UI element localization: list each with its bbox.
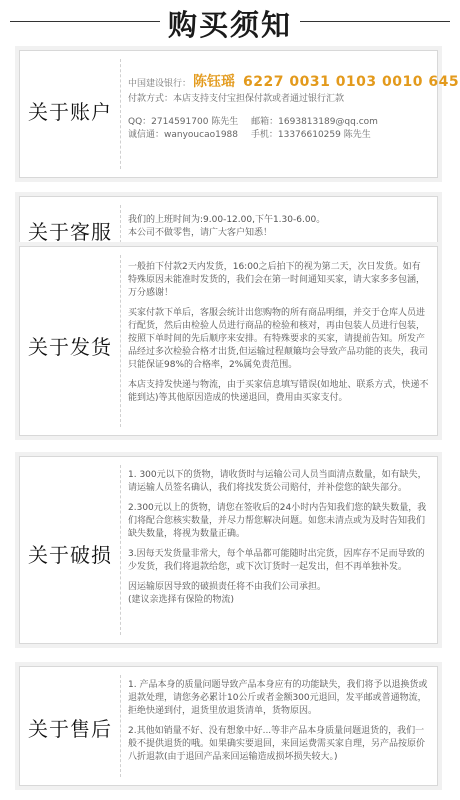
section-divider bbox=[120, 255, 122, 427]
section-body-shipping bbox=[128, 261, 429, 412]
section-body-after-sales bbox=[128, 679, 429, 764]
account-number: 6227 0031 0103 0010 645 bbox=[243, 74, 460, 90]
payment-note: 付款方式：本店支持支付宝担保付款或者通过银行汇款 bbox=[128, 94, 345, 104]
section-after-sales bbox=[19, 666, 438, 786]
shipping-paragraph: 一般拍下付款2天内发货，16:00之后拍下的视为第二天，次日发货。如有特殊原因未能准时发货的，我们会在第一时间通知买家，请大家多多包涵，万分感谢！ bbox=[128, 262, 426, 298]
header-divider-right bbox=[300, 21, 450, 22]
section-divider bbox=[120, 465, 122, 635]
shipping-paragraph: 买家付款下单后，客服会统计出您购物的所有商品明细，并交于仓库人员进行配货，然后由检验人员进行商品的检验和核对，再由包装人员进行包装，按照下单时间的先后顺序来安排。有特殊要求的买家，请提前告知。所发产品经过多次检验合格才出货,但运输过程颠簸均会导致产品功能的丧失，我司只能保证98%的合格率，2%属免责范围。 bbox=[128, 308, 428, 370]
contact-email: 邮箱：1693813189@qq.com bbox=[251, 117, 378, 127]
section-divider bbox=[120, 675, 122, 777]
damage-paragraph: 因运输原因导致的破损责任将不由我们公司承担。 (建议亲选择有保险的物流) bbox=[128, 582, 327, 605]
damage-paragraph: 2.300元以上的货物，请您在签收后的24小时内告知我们您的缺失数量，我们将配合您核实数量，并尽力帮您解决问题。如您未清点或为及时告知我们缺失数量，将视为数量正确。 bbox=[128, 503, 427, 539]
section-title-account: 关于账户 bbox=[28, 100, 112, 124]
damage-paragraph: 1. 300元以下的货物，请收货时与运输公司人员当面清点数量，如有缺失，请运输人员签名确认，我们将找发货公司赔付，并补偿您的缺失部分。 bbox=[128, 470, 427, 493]
contact-wechat: 诚信通：wanyoucao1988 bbox=[128, 130, 238, 140]
bank-label: 中国建设银行： bbox=[128, 79, 192, 89]
page-header bbox=[0, 0, 460, 44]
section-body-damage bbox=[128, 469, 429, 607]
section-account bbox=[19, 50, 460, 178]
service-no-retail: 本公司不做零售，请广大客户知悉！ bbox=[128, 228, 273, 238]
after-sales-paragraph: 2.其他如销量不好、没有想象中好...等非产品本身质量问题退货的，我们一般不提供退货的哦。如果确实要退回，来回运费需买家自理，另产品按原价八折退款(由于退回产品来回运输造成损坏损失较大。) bbox=[128, 726, 426, 762]
after-sales-paragraph: 1. 产品本身的质量问题导致产品本身应有的功能缺失，我们将予以退换货或退款处理，请您务必累计10公斤或者金额300元退回，发平邮或普通物流，拒绝快递到付，退货里放退货清单，货物原因。 bbox=[128, 680, 428, 716]
shipping-paragraph: 本店支持发快递与物流，由于买家信息填写错误(如地址、联系方式，快递不能到达)等其他原因造成的快递退回，费用由买家支付。 bbox=[128, 380, 429, 403]
section-damage bbox=[19, 456, 438, 644]
contact-qq: QQ：2714591700 陈先生 bbox=[128, 117, 239, 127]
service-hours: 我们的上班时间为:9.00-12.00,下午1.30-6.00。 bbox=[128, 215, 326, 225]
damage-paragraph: 3.因每天发货量非常大，每个单品都可能随时出完货，因库存不足而导致的少发货，我们将退款给您，或下次订货时一起发出，但不再单独补发。 bbox=[128, 549, 425, 572]
section-divider bbox=[120, 59, 122, 169]
section-body-account bbox=[128, 73, 460, 142]
section-title-after-sales: 关于售后 bbox=[28, 717, 112, 741]
section-title-service: 关于客服 bbox=[28, 220, 112, 244]
account-name: 陈钰瑶 bbox=[193, 74, 236, 90]
section-title-damage: 关于破损 bbox=[28, 543, 112, 567]
section-shipping bbox=[19, 246, 438, 436]
section-body-service bbox=[128, 214, 429, 240]
contact-phone: 手机：13376610259 陈先生 bbox=[250, 130, 371, 140]
section-title-shipping: 关于发货 bbox=[28, 335, 112, 359]
page-title: 购买须知 bbox=[167, 8, 292, 42]
